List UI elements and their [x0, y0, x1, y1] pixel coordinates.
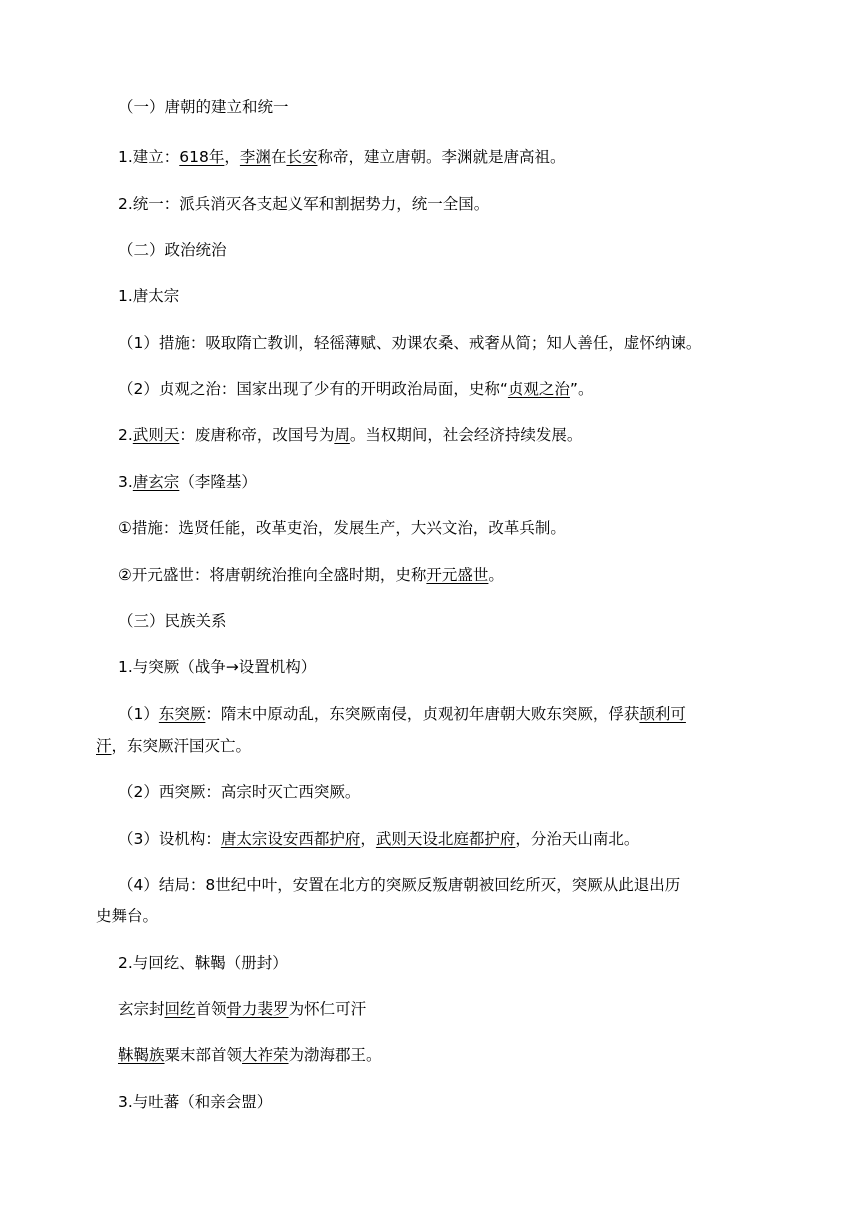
paragraph-protectorates	[118, 829, 639, 849]
underlined-term: 长安	[286, 148, 318, 166]
text: 在	[270, 148, 287, 166]
subheading-tujue: 1.与突厥（战争→设置机构）	[118, 658, 317, 676]
paragraph-unification: 2.统一：派兵消灭各支起义军和割据势力，统一全国。	[118, 195, 490, 213]
text: （3）设机构：	[118, 830, 221, 848]
text: 。当权期间，社会经济持续发展。	[349, 426, 583, 444]
text: 粟末部首领	[164, 1046, 243, 1064]
underlined-term: 618年	[179, 148, 225, 166]
paragraph-taizong-measures: （1）措施：吸取隋亡教训，轻徭薄赋、劝课农桑、戒奢从简；知人善任，虚怀纳谏。	[118, 334, 702, 352]
underlined-term: 东突厥	[158, 705, 206, 723]
text: ，东突厥汗国灭亡。	[111, 737, 252, 755]
paragraph-east-tujue	[118, 704, 686, 724]
text: ，	[360, 830, 376, 848]
text: 。	[488, 566, 504, 584]
text: 称帝，建立唐朝。李渊就是唐高祖。	[317, 148, 566, 166]
paragraph-zhenguan	[118, 379, 593, 399]
paragraph-outcome: （4）结局：8世纪中叶，安置在北方的突厥反叛唐朝被回纥所灭，突厥从此退出历	[118, 876, 681, 894]
text: （1）	[118, 705, 159, 723]
text: 为渤海郡王。	[288, 1046, 382, 1064]
text: （2）贞观之治：国家出现了少有的开明政治局面，史称“	[118, 380, 508, 398]
paragraph-xuanzong-measures: ①措施：选贤任能，改革吏治，发展生产，大兴文治，改革兵制。	[118, 519, 566, 537]
paragraph-east-tujue-cont	[96, 736, 251, 756]
text: （李隆基）	[179, 473, 257, 491]
underlined-term: 开元盛世	[426, 566, 489, 584]
paragraph-establishment	[118, 147, 565, 167]
text: ②开元盛世：将唐朝统治推向全盛时期，史称	[118, 566, 427, 584]
text: 首领	[195, 1000, 227, 1018]
underlined-term: 汗	[96, 737, 112, 755]
section-heading-1: （一）唐朝的建立和统一	[118, 98, 289, 116]
section-heading-3: （三）民族关系	[118, 612, 227, 630]
text: 玄宗封	[118, 1000, 165, 1018]
underlined-term: 唐太宗设安西都护府	[220, 830, 361, 848]
underlined-term: 武则天设北庭都护府	[375, 830, 516, 848]
subheading-tubo: 3.与吐蕃（和亲会盟）	[118, 1093, 273, 1111]
text: 3.	[118, 473, 133, 491]
subheading-xuanzong	[118, 472, 257, 492]
underlined-term: 颉利可	[639, 705, 686, 723]
underlined-term: 武则天	[132, 426, 180, 444]
section-heading-2: （二）政治统治	[118, 241, 227, 259]
text: 2.	[118, 426, 133, 444]
paragraph-kaiyuan	[118, 565, 504, 585]
underlined-term: 回纥	[164, 1000, 196, 1018]
underlined-term: 大祚荣	[242, 1046, 289, 1064]
underlined-term: 李渊	[239, 148, 271, 166]
paragraph-outcome-cont: 史舞台。	[96, 907, 159, 925]
text: ”。	[569, 380, 594, 398]
underlined-term: 周	[334, 426, 350, 444]
text: 1.建立：	[118, 148, 180, 166]
text: ：隋末中原动乱，东突厥南侵，贞观初年唐朝大败东突厥，俘获	[205, 705, 640, 723]
text: 为怀仁可汗	[288, 1000, 367, 1018]
subheading-huihe-mohe: 2.与回纥、靺鞨（册封）	[118, 954, 288, 972]
paragraph-mohe	[118, 1045, 382, 1065]
underlined-term: 靺鞨族	[118, 1046, 165, 1064]
underlined-term: 骨力裴罗	[226, 1000, 289, 1018]
underlined-term: 唐玄宗	[132, 473, 180, 491]
subheading-taizong: 1.唐太宗	[118, 287, 180, 305]
underlined-term: 贞观之治	[507, 380, 570, 398]
text: ，	[224, 148, 240, 166]
paragraph-west-tujue: （2）西突厥：高宗时灭亡西突厥。	[118, 783, 361, 801]
text: ，分治天山南北。	[515, 830, 640, 848]
paragraph-huihe	[118, 999, 366, 1019]
text: ：废唐称帝，改国号为	[179, 426, 335, 444]
paragraph-wuzetian	[118, 425, 582, 445]
